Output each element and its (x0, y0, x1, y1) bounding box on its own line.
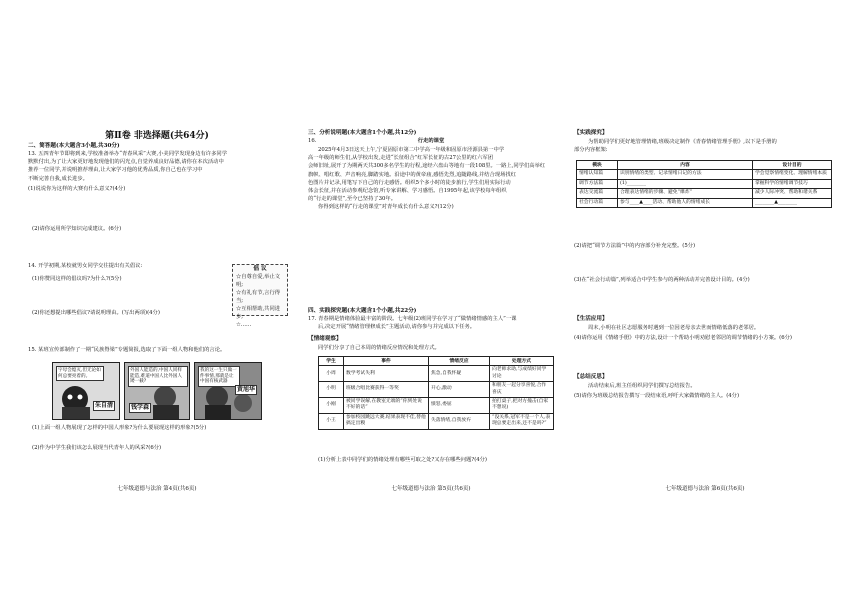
table-row (577, 198, 832, 207)
practice-title: 【实践探究】 (574, 130, 608, 136)
question-13 (28, 150, 286, 193)
table-cell: 调节方法篇 (577, 179, 618, 188)
q13-stem-line: 推荐一位同学,并说明推荐理由,让大家学习他的优秀品质,你自己也在学习中 (28, 167, 203, 174)
table-cell: 失落情绪,自我放弃 (429, 413, 490, 429)
table-cell: 参加校园跳远大赛,结果表现不佳,替他搞定出糗 (344, 413, 429, 429)
portrait-huang-xuhua (194, 362, 262, 420)
section-3-title: 三、分析说明题(本大题含1个小题,共12分) (308, 130, 417, 136)
column-header: 设计目的 (753, 161, 832, 170)
observation-intro: 同学们分享了自己本周的情绪反应情况和处理方式。 (318, 345, 440, 351)
page-6-column (574, 0, 836, 609)
quote-caption: 我的这一生只做一件事情,那就是让中国有核武器 (198, 366, 240, 387)
table-cell: 向老师求助,与成绩好同学讨论 (490, 366, 554, 382)
portrait-name: 钱学森 (131, 404, 150, 411)
passage-line: 色图片并记录,用笔写下自己的行走感悟。组织5个多小时的徒步旅行,学生们用实际行动 (308, 179, 511, 186)
column-header: 模块 (577, 161, 618, 170)
summary-scenario: 活动结束后,班主任组织同学们撰写总结报告。 (588, 383, 696, 389)
practice-line: 为帮助同学们更好地管理情绪,班级决定制作《青春情绪管理手册》,以下是手册的 (588, 139, 777, 145)
q16-question: 你得到这样的“行走的课堂”对青年成长有什么意义?(12分) (318, 204, 454, 211)
part-title: 第Ⅱ卷 非选择题(共64分) (105, 131, 209, 141)
passage-line: 的“行走的课堂”,至今已坚持了30年。 (308, 196, 396, 203)
table-cell: 小王 (319, 413, 344, 429)
q16-number: 16. (308, 138, 317, 144)
handbook-framework-table (576, 160, 832, 208)
q4: (4)请你运用《情绪手册》中的方法,设计一个帮助小明劝慰老邻居的调节情绪的小方案。(6分) (574, 335, 792, 341)
quote-caption: 字母会熄灭,但无论如何总要亮着的。 (56, 366, 104, 381)
q13-stem-line: 默默付出,为了让大家更好地发现他们的闪光点,自觉养成良好品德,请你在本次活动中 (28, 159, 224, 166)
passage-line: 高一年级的师生们,从学校出发,走进“长征组合”红军长征的古27公里的红六军团 (308, 155, 494, 162)
table-header-row (577, 161, 832, 170)
table-cell: 减少人际冲突、帮助和谐关系 (753, 189, 832, 198)
section-2-title: 二、简答题(本大题含3小题,共30分) (28, 143, 120, 149)
q2: (2)请把“调节方法篇”中的内容部分补充完整。(5分) (574, 243, 696, 249)
q13-sub2: (2)请你运用所学知识完成建议。(6分) (32, 226, 122, 232)
table-cell: 和朋友一起分享喜悦,合作喜庆 (490, 382, 554, 398)
summary-title: 【总结反思】 (574, 374, 608, 380)
table-cell: 合理表达情绪的步骤、避免“爆炸” (618, 189, 753, 198)
table-row (319, 366, 554, 382)
scroll-title: 倡 议 (253, 266, 267, 272)
emotion-observation-table (318, 356, 554, 430)
table-header-row (319, 357, 554, 366)
table-row (319, 413, 554, 429)
scroll-line: ☆互相帮助,共同进步; (236, 306, 281, 321)
table-cell: 社会行动篇 (577, 198, 618, 207)
table-row (577, 170, 832, 179)
column-header: 内容 (618, 161, 753, 170)
table-cell: 拍打桌子,把对方撞击(自家不想说) (490, 398, 554, 414)
table-cell: 小刚 (319, 398, 344, 414)
table-cell: 数学考试失利 (344, 366, 429, 382)
table-cell: 参与____▲____活动、帮助他人的情绪成长 (618, 198, 753, 207)
table-cell: 愤怒,委屈 (429, 398, 490, 414)
portrait-name: 黄旭华 (237, 386, 256, 393)
table-cell: 情绪认知篇 (577, 170, 618, 179)
page-5-column (302, 0, 560, 609)
table-cell: 表达交流篇 (577, 189, 618, 198)
passage-line: 旗帜、唱红歌、声音响亮,脚踏实地。沿途中的黄帝庙,感悟先烈,追随路线,并结合现场找红 (308, 171, 517, 178)
q3: (3)在“社会行动篇”,列举适合中学生参与的两种活动并完善设计目的。(4分) (574, 277, 750, 283)
q14-sub1: (1)你赞同这样的倡议吗?为什么?(5分) (32, 276, 122, 282)
practice-line: 部分内容框架: (574, 147, 608, 154)
quote-caption: 外国人能造的,中国人同样能造,难道中国人比外国人矮一截? (128, 366, 188, 387)
q17-stem (308, 315, 560, 331)
table-row (577, 179, 832, 188)
life-scenario: 周末,小明在社区志愿服务时遇到一位因老母亲去世而情绪低落的老邻居。 (588, 325, 760, 331)
q15-sub1: (1)上面一组人物展现了怎样的中国人形象?为什么要展现这样的形象?(5分) (32, 425, 207, 431)
scroll-line: ☆…… (236, 322, 252, 329)
life-application-title: 【生活应用】 (574, 316, 608, 322)
page-footer: 七年级道德与法治 第5页(共6页) (391, 486, 471, 492)
page-footer: 七年级道德与法治 第6页(共6页) (665, 486, 745, 492)
q13-stem-line: 不断完善自我,成长进步。 (28, 175, 88, 182)
table-cell: ________▲________ (753, 198, 832, 207)
q13-sub1: (1)说说你为这样的大赛有什么意义?(4分) (28, 185, 126, 192)
column-header: 学生 (319, 357, 344, 366)
table-cell: 被同学误解,在教室无端的“你到处说不好的话” (344, 398, 429, 414)
table-cell: 焦急,自我怀疑 (429, 366, 490, 382)
table-cell: 小明 (319, 382, 344, 398)
portrait-name: 朱自清 (95, 402, 114, 409)
q16-title: 行走的课堂 (417, 138, 445, 144)
practice-intro (574, 138, 836, 154)
table-cell: 班级合唱比赛获得一等奖 (344, 382, 429, 398)
table-cell: (1)________ (618, 179, 753, 188)
q5: (5)请你为班级总结报告撰写一段结束语,呼吁大家做情绪的主人。(4分) (574, 393, 740, 399)
scroll-line: ☆自尊自爱,举止文明; (236, 274, 281, 289)
q14-sub2: (2)你还想提出哪些倡议?请说明理由。(写出两项)(4分) (32, 310, 160, 316)
table-cell: 学会觉察情绪变化、理解情绪本质 (753, 170, 832, 179)
observation-title: 【情绪观察】 (308, 336, 342, 342)
column-header: 处理方式 (490, 357, 554, 366)
q17-stem-line: 后,决定开展“情绪管理修成长”主题活动,请你参与并完成以下任务。 (318, 324, 476, 331)
q17-sub1: (1)分析上表中同学们的情绪处理有哪些可取之处?又存在哪些问题?(4分) (318, 457, 488, 463)
passage-line: 2025年4月3日这天上午,宁夏固原市第二中学高一年级和固原市泾源县第一中学 (318, 147, 505, 153)
q15-sub2: (2)作为中学生我们该怎么展现当代青年人的风采?(6分) (32, 445, 162, 451)
page-footer: 七年级道德与法治 第4页(共6页) (117, 486, 197, 492)
scroll-line: ☆有礼有节,言行得当; (236, 290, 281, 305)
q13-stem-line: 13. 五四青年节即将到来,学校准备举办“青春风采”大赛,小美同学发现身边有许多同学 (28, 151, 227, 157)
passage-line: 会师旧址,展开了为期两天共300多名学生的行程,途经六盘山等地有一段108里。一路上,同学们高举红 (308, 163, 546, 170)
q15-stem: 15. 某班宣传部制作了一期“民族脊梁”专题简报,选取了下面一组人物和他们的言论。 (28, 347, 226, 353)
table-cell: 开心,激动 (429, 382, 490, 398)
q17-stem-line: 17. 青春期是情绪体验最丰富的阶段。七年级(2)班同学在学习了“做情绪情感的主人”一课 (308, 316, 517, 322)
table-row (319, 382, 554, 398)
q16-passage (308, 146, 560, 212)
q14-stem: 14. 开学初期,某校就男女同学交往提出有关倡议: (28, 263, 143, 269)
table-cell: 识别情绪的类型、记录情绪日记的方法 (618, 170, 753, 179)
proposal-scroll-image (232, 264, 288, 329)
passage-line: 体会长征,并在活动参观纪念馆,听专家讲解、学习感悟。自1995年起,该学校每年组织 (308, 188, 507, 195)
page-4-column (28, 0, 286, 609)
section-4-title: 四、实践探究题(本大题含1个小题,共22分) (308, 308, 417, 314)
table-cell: 小周 (319, 366, 344, 382)
column-header: 事件 (344, 357, 429, 366)
table-row (319, 398, 554, 414)
table-cell: 掌握科学的情绪调节技巧 (753, 179, 832, 188)
portrait-qian-xuesen (124, 362, 190, 420)
table-cell: “没关系,冠军不是一个人,表现总要走出来,还不是吗?” (490, 413, 554, 429)
table-row (577, 189, 832, 198)
portrait-zhu-ziqing (52, 362, 120, 420)
column-header: 情绪反应 (429, 357, 490, 366)
